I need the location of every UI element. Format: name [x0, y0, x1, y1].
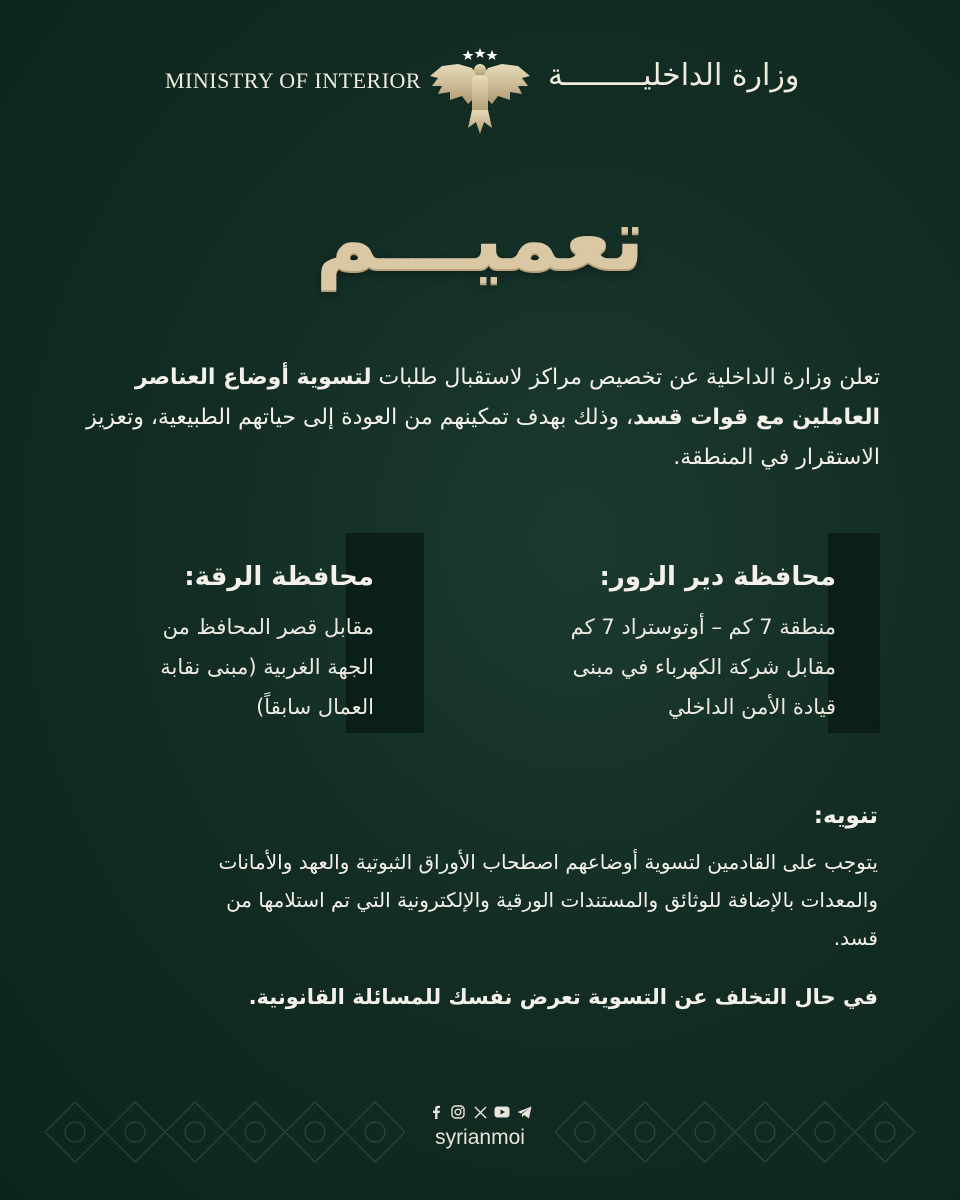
- ministry-arabic-name: وزارة الداخليـــــــــة: [548, 58, 800, 93]
- right-pattern-decoration: [555, 1095, 915, 1170]
- page-title: تعميـــم: [315, 190, 645, 290]
- social-icons: [422, 1104, 538, 1124]
- intro-bold-text: لتسوية أوضاع العناصر العاملين مع قوات قسد: [135, 365, 880, 430]
- raqqa-address-line: العمال سابقاً): [256, 695, 374, 719]
- youtube-icon[interactable]: [494, 1104, 510, 1120]
- deir-heading: محافظة دير الزور:: [599, 562, 836, 592]
- note-line: والمعدات بالإضافة للوثائق والمستندات الورقية والإلكترونية التي تم استلامها من: [226, 888, 878, 912]
- deir-address-line: منطقة 7 كم – أوتوستراد 7 كم: [570, 615, 836, 639]
- note-line: يتوجب على القادمين لتسوية أوضاعهم اصطحاب الأوراق الثبوتية والعهد والأمانات: [218, 850, 878, 874]
- header: [0, 40, 960, 140]
- intro-paragraph: [80, 358, 880, 478]
- facebook-icon[interactable]: [428, 1104, 444, 1120]
- intro-text-end: ، وذلك بهدف تمكينهم من العودة إلى حياتهم الطبيعية، وتعزيز الاستقرار في المنطقة.: [86, 405, 880, 470]
- note-line: قسد.: [833, 926, 878, 950]
- eagle-emblem-icon: [428, 48, 532, 138]
- deir-address: [520, 607, 836, 727]
- deir-address-line: قيادة الأمن الداخلي: [667, 695, 836, 719]
- telegram-icon[interactable]: [516, 1104, 532, 1120]
- intro-text-start: تعلن وزارة الداخلية عن تخصيص مراكز لاستقبال طلبات: [371, 365, 880, 390]
- instagram-icon[interactable]: [450, 1104, 466, 1120]
- x-icon[interactable]: [472, 1104, 488, 1120]
- social-handle[interactable]: syrianmoi: [435, 1126, 525, 1149]
- raqqa-address-line: مقابل قصر المحافظ من: [162, 615, 374, 639]
- note-body: [80, 843, 878, 957]
- left-pattern-decoration: [45, 1095, 405, 1170]
- deir-address-line: مقابل شركة الكهرباء في مبنى: [572, 655, 836, 679]
- note-heading: تنويه:: [813, 803, 878, 829]
- raqqa-address-line: الجهة الغربية (مبنى نقابة: [160, 655, 374, 679]
- raqqa-address: [80, 607, 374, 727]
- legal-warning: في حال التخلف عن التسوية تعرض نفسك للمسائلة القانونية.: [248, 985, 878, 1009]
- ministry-english-name: MINISTRY OF INTERIOR: [165, 68, 422, 93]
- raqqa-heading: محافظة الرقة:: [184, 562, 374, 592]
